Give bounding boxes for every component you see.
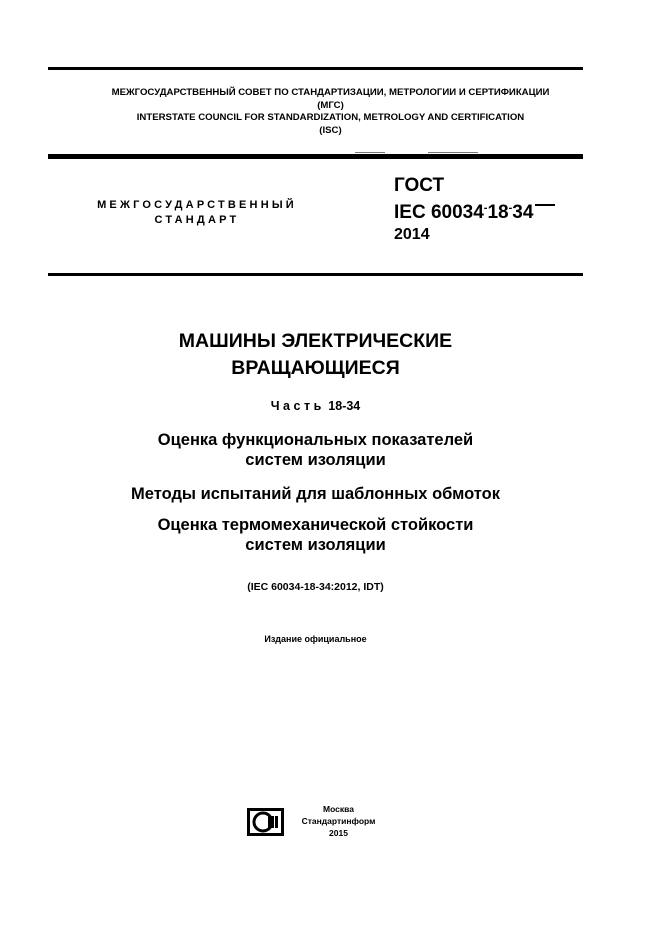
council-en-name: INTERSTATE COUNCIL FOR STANDARDIZATION, METROLOGY AND CERTIFICATION [136, 112, 525, 123]
subtitle-1-line2: систем изоляции [245, 451, 386, 469]
designation-year: 2014 [394, 226, 430, 243]
council-ru-abbr: (МГС) [317, 99, 344, 111]
standard-designation [394, 174, 555, 246]
designation-dash [535, 204, 555, 206]
part-label [0, 399, 646, 413]
publisher-city: Москва [323, 804, 354, 814]
subtitle-3 [0, 515, 646, 555]
iec-equivalence: (IEC 60034-18-34:2012, IDT) [247, 581, 384, 593]
part-word: Часть [270, 399, 325, 413]
subtitle-1 [0, 430, 646, 470]
publisher-name: Стандартинформ [301, 816, 376, 826]
title-line2: ВРАЩАЮЩИЕСЯ [231, 357, 400, 379]
designation-prefix: ГОСТ [394, 175, 445, 196]
council-header [0, 87, 661, 137]
publisher-imprint [291, 803, 386, 839]
publisher-year: 2015 [329, 828, 348, 838]
standard-type [62, 198, 332, 228]
standartinform-logo-icon [247, 808, 284, 836]
subtitle-1-line1: Оценка функциональных показателей [157, 431, 474, 449]
designation-iec: IEC 60034 [394, 202, 484, 223]
scan-artifact [428, 152, 478, 153]
subtitle-3-line1: Оценка термомеханической стойкости [157, 516, 474, 534]
part-number: 18-34 [328, 399, 361, 413]
designation-part-a: 18 [487, 202, 509, 223]
title-line1: МАШИНЫ ЭЛЕКТРИЧЕСКИЕ [178, 330, 453, 352]
designation-part-b: 34 [512, 202, 534, 223]
header-thick-rule [48, 154, 583, 159]
subtitle-2-line1: Методы испытаний для шаблонных обмоток [131, 485, 500, 503]
official-edition: Издание официальное [264, 634, 367, 644]
standard-type-line1: МЕЖГОСУДАРСТВЕННЫЙ [97, 199, 297, 211]
document-title [0, 328, 646, 382]
subtitle-3-line2: систем изоляции [245, 536, 386, 554]
council-ru-name: МЕЖГОСУДАРСТВЕННЫЙ СОВЕТ ПО СТАНДАРТИЗАЦИИ, МЕТРОЛОГИИ И СЕРТИФИКАЦИИ [111, 87, 550, 98]
scan-artifact [355, 152, 385, 153]
designation-number: IEC 60034-18-34 [394, 197, 555, 224]
top-rule [48, 67, 583, 70]
council-en-abbr: (ISC) [319, 124, 342, 136]
subtitle-2 [0, 484, 646, 504]
standard-type-line2: СТАНДАРТ [154, 214, 240, 226]
designation-rule [48, 273, 583, 276]
